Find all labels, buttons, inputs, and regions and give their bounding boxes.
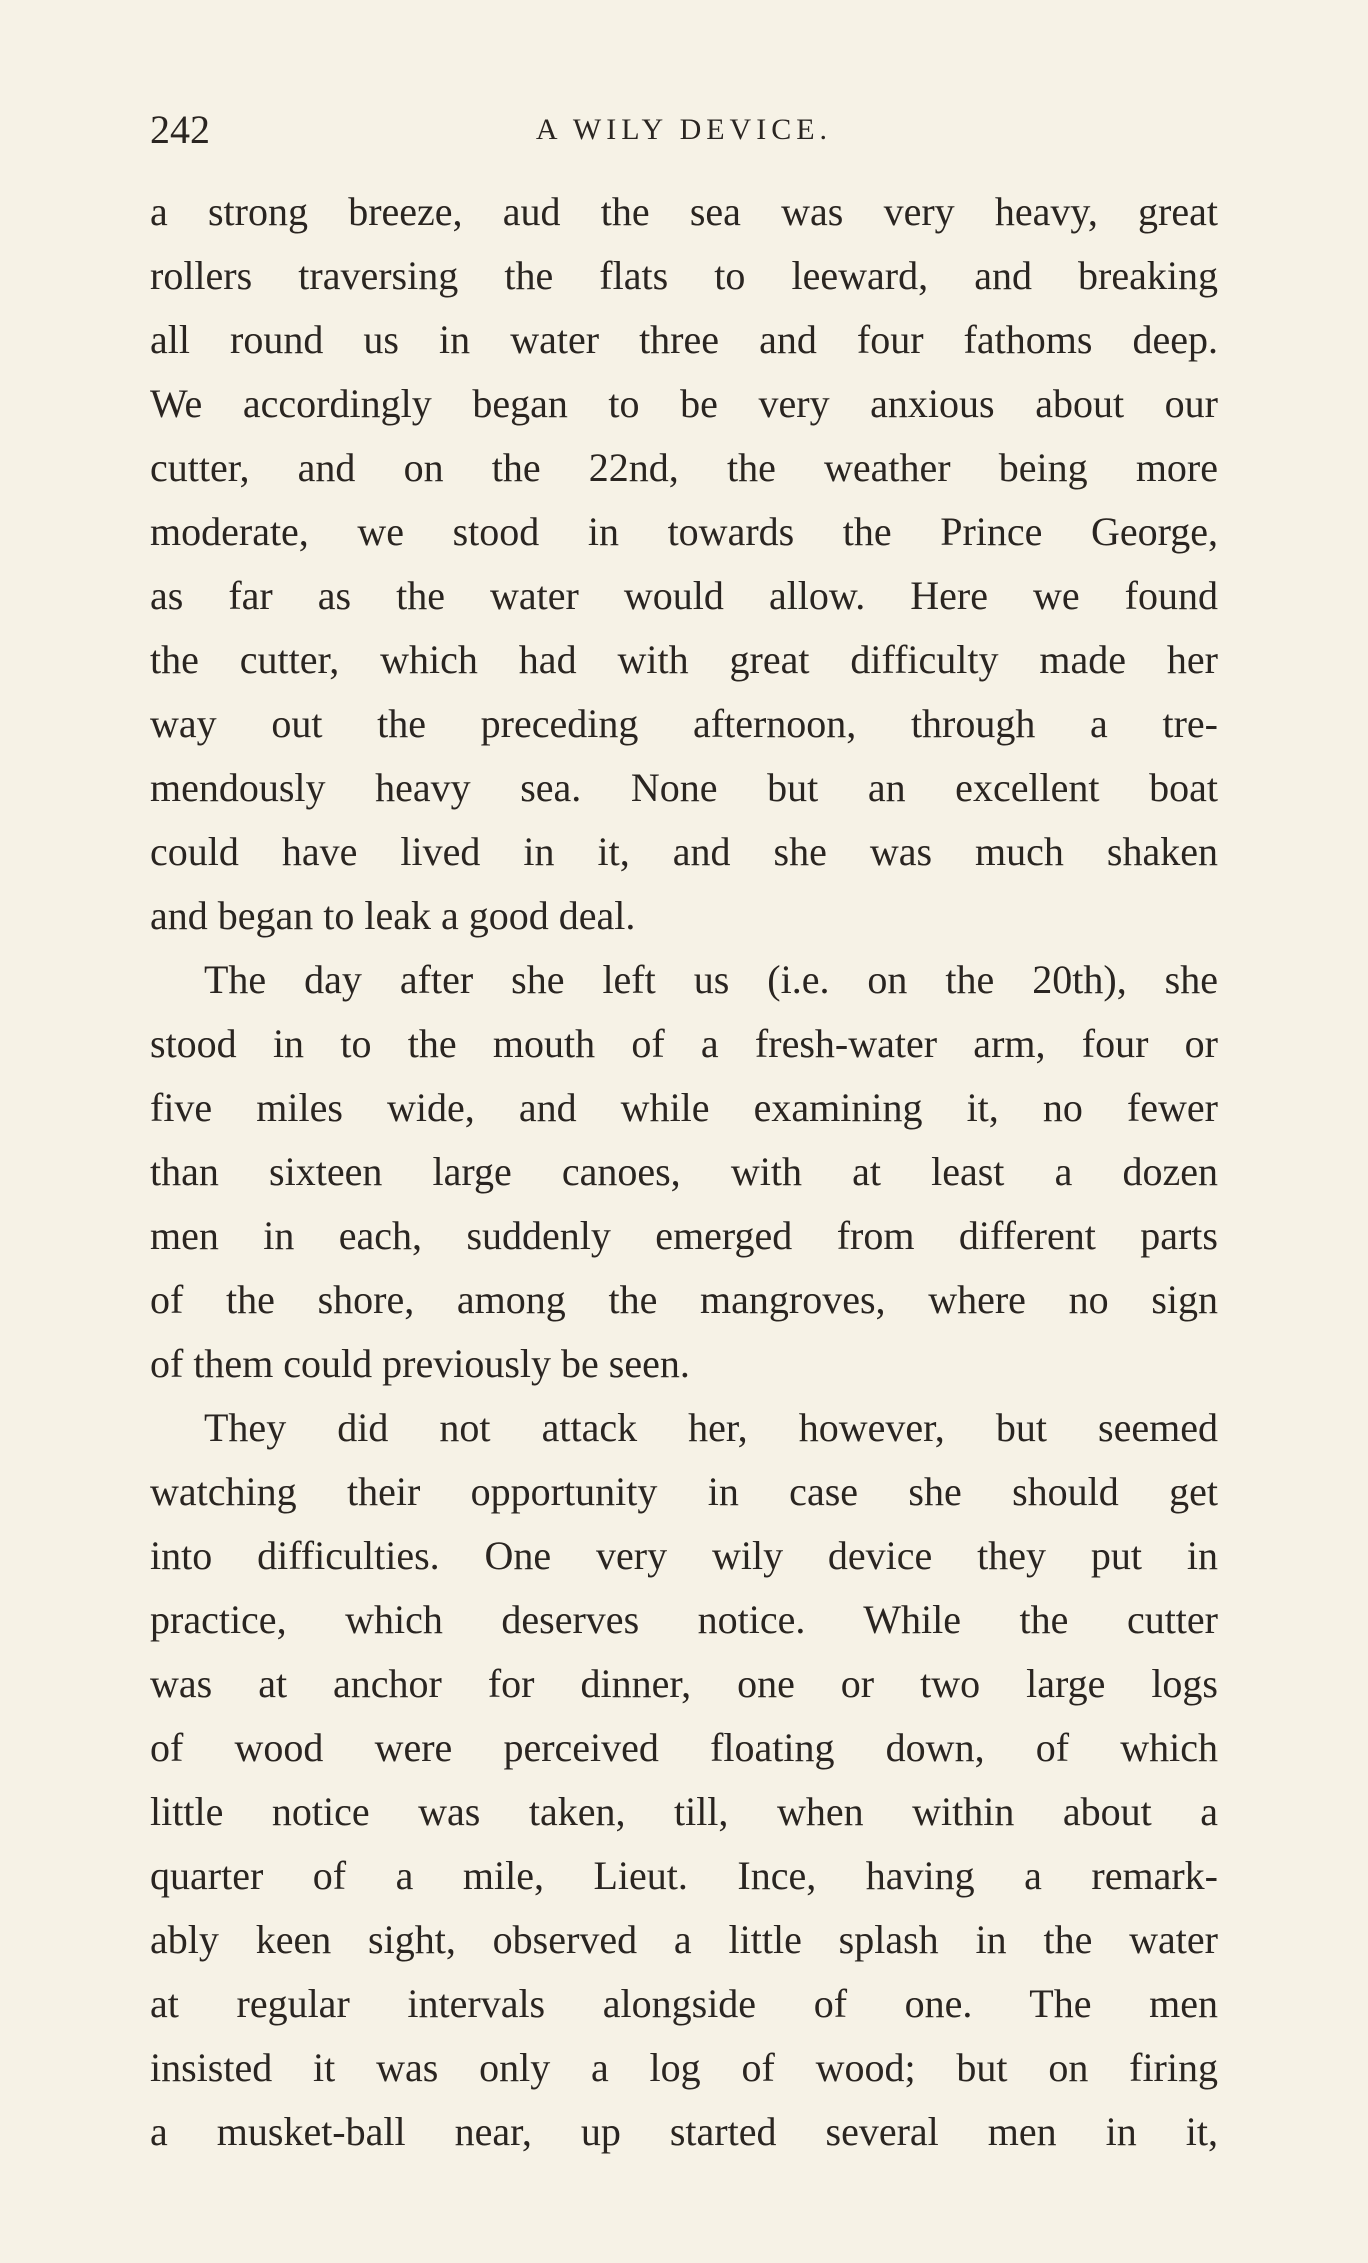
text-line: We accordingly began to be very anxious about our [150, 381, 1218, 426]
text-line: stood in to the mouth of a fresh-water arm, four or [150, 1021, 1218, 1066]
text-line: way out the preceding afternoon, through a tre- [150, 701, 1218, 746]
text-line: at regular intervals alongside of one. The men [150, 1981, 1218, 2026]
text-line: of them could previously be seen. [150, 1341, 690, 1386]
text-line: insisted it was only a log of wood; but on firing [150, 2045, 1218, 2090]
text-line: five miles wide, and while examining it, no fewer [150, 1085, 1218, 1130]
text-line: rollers traversing the flats to leeward, and breaking [150, 253, 1218, 298]
text-line: a strong breeze, aud the sea was very heavy, great [150, 189, 1218, 234]
text-line: as far as the water would allow. Here we found [150, 573, 1218, 618]
text-line: of wood were perceived floating down, of which [150, 1725, 1218, 1770]
page-header [150, 100, 1218, 160]
text-line: was at anchor for dinner, one or two large logs [150, 1661, 1218, 1706]
text-line: than sixteen large canoes, with at least a dozen [150, 1149, 1218, 1194]
text-line: They did not attack her, however, but seemed [204, 1405, 1218, 1450]
text-line: could have lived in it, and she was much shaken [150, 829, 1218, 874]
running-head: A WILY DEVICE. [535, 113, 833, 146]
text-line: cutter, and on the 22nd, the weather being more [150, 445, 1218, 490]
text-line: of the shore, among the mangroves, where no sign [150, 1277, 1218, 1322]
text-line: ably keen sight, observed a little splash in the water [150, 1917, 1218, 1962]
text-line: watching their opportunity in case she should get [150, 1469, 1218, 1514]
page-number: 242 [150, 107, 210, 152]
text-line: men in each, suddenly emerged from different parts [150, 1213, 1218, 1258]
text-line: practice, which deserves notice. While the cutter [150, 1597, 1218, 1642]
text-line: a musket-ball near, up started several men in it, [150, 2109, 1218, 2154]
text-line: the cutter, which had with great difficulty made her [150, 637, 1218, 682]
text-line: into difficulties. One very wily device they put in [150, 1533, 1218, 1578]
paragraph [150, 180, 1218, 948]
body-text [150, 180, 1218, 2164]
paragraph [150, 1396, 1218, 2164]
text-line: quarter of a mile, Lieut. Ince, having a remark- [150, 1853, 1218, 1898]
text-line: and began to leak a good deal. [150, 893, 636, 938]
paragraph [150, 948, 1218, 1396]
text-line: The day after she left us (i.e. on the 20th), she [204, 957, 1218, 1002]
text-line: mendously heavy sea. None but an excellent boat [150, 765, 1218, 810]
text-line: all round us in water three and four fathoms deep. [150, 317, 1218, 362]
text-line: moderate, we stood in towards the Prince George, [150, 509, 1218, 554]
text-line: little notice was taken, till, when within about a [150, 1789, 1218, 1834]
